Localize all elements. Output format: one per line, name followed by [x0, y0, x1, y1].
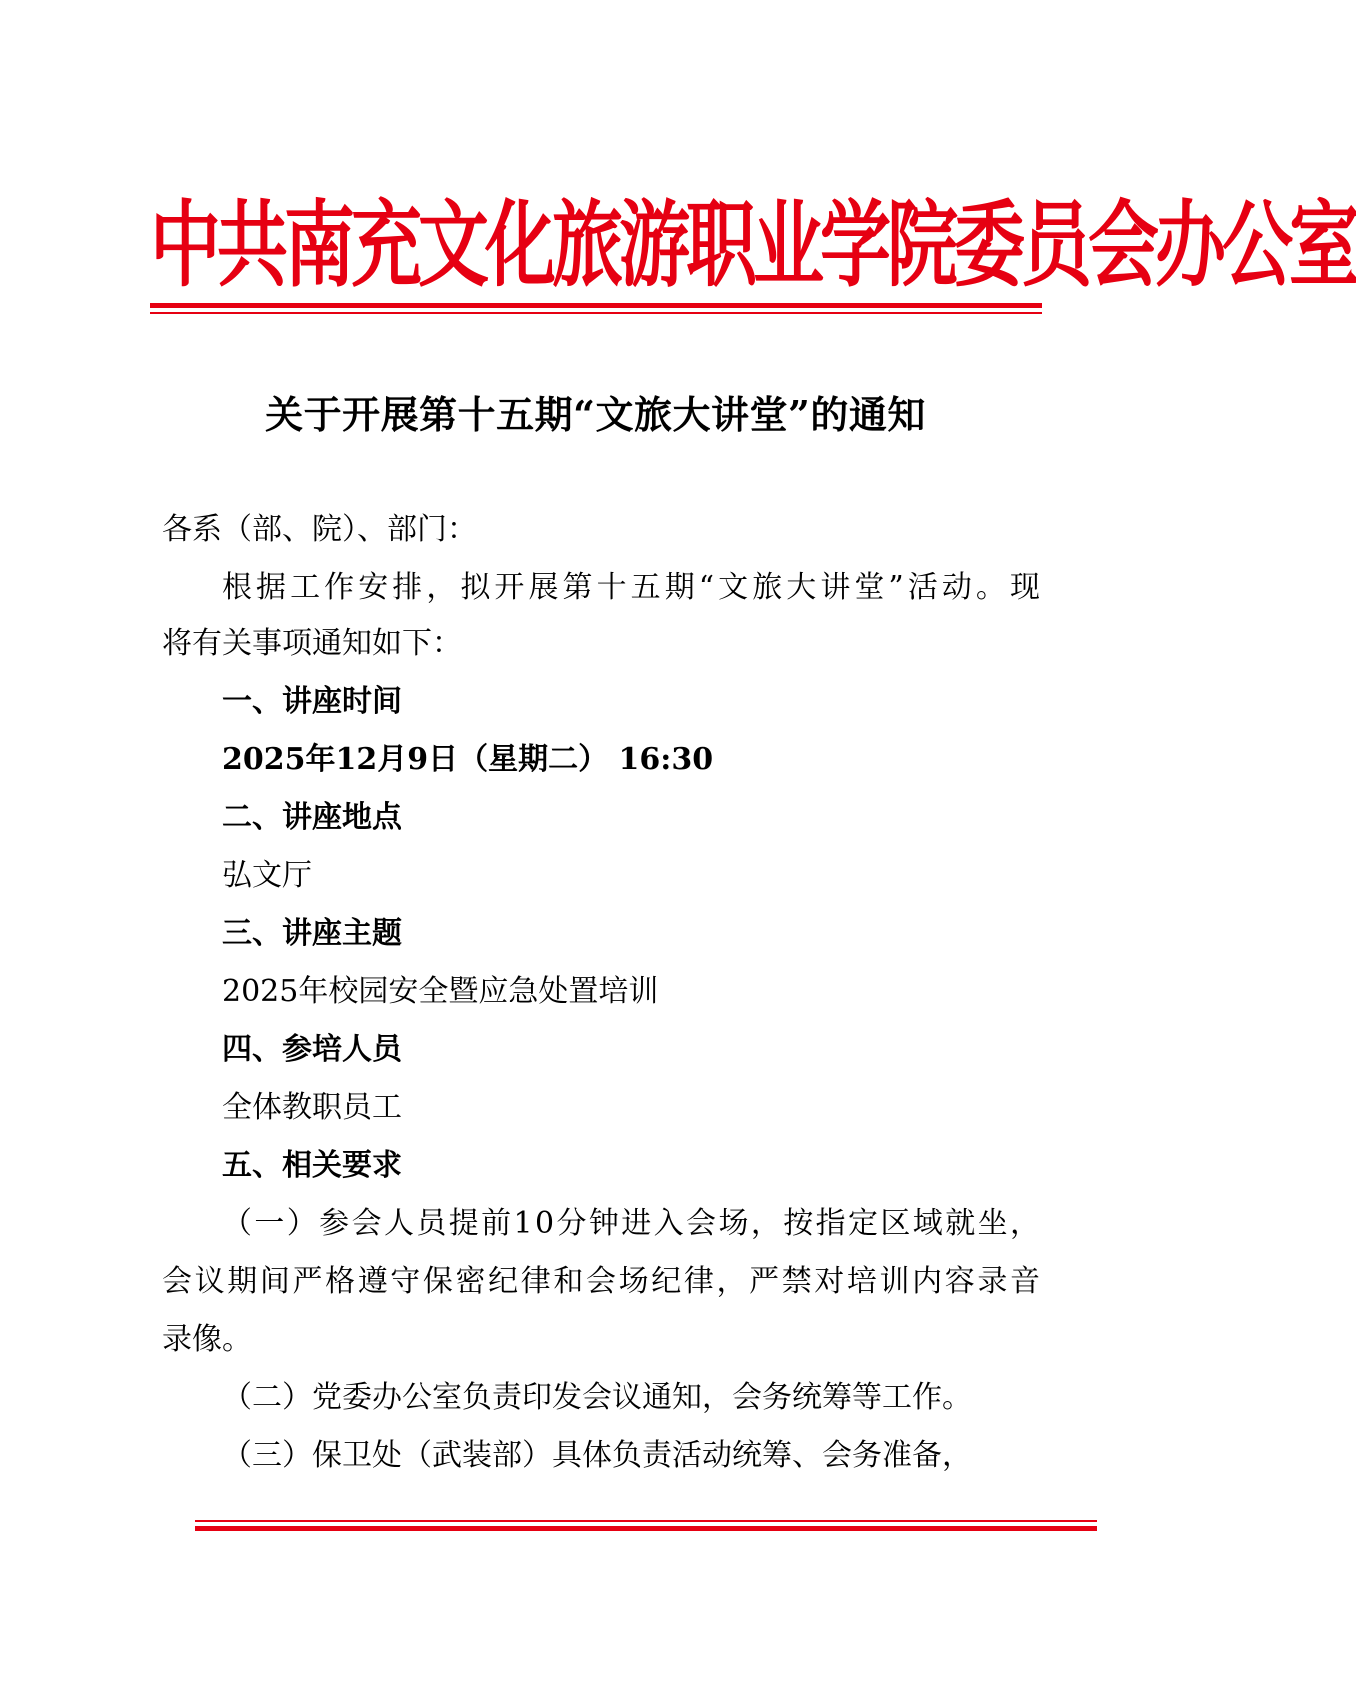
document-title: 关于开展第十五期“文旅大讲堂”的通知: [265, 392, 926, 437]
requirement-1-line-1: [222, 1203, 1043, 1245]
requirement-3: （三）保卫处（武装部）具体负责活动统筹、会务准备，: [222, 1438, 972, 1473]
letterhead-divider-thick: [150, 303, 1042, 308]
footer-divider-thick: [195, 1526, 1097, 1531]
section-content-time: 2025年12月9日（星期二） 16:30: [222, 742, 714, 777]
section-content-location: 弘文厅: [222, 858, 312, 893]
section-heading-time: 一、讲座时间: [222, 684, 402, 719]
letterhead-divider-thin: [150, 312, 1042, 314]
requirement-1-line-2: [162, 1261, 1043, 1303]
requirement-1-line-2-text: 会议期间严格遵守保密纪律和会场纪律，严禁对培训内容录音: [162, 1264, 1043, 1299]
section-heading-location: 二、讲座地点: [222, 800, 402, 835]
section-content-topic: 2025年校园安全暨应急处置培训: [222, 974, 659, 1009]
section-heading-requirements: 五、相关要求: [222, 1148, 402, 1183]
requirement-2: （二）党委办公室负责印发会议通知，会务统筹等工作。: [222, 1380, 972, 1415]
salutation: 各系（部、院）、部门：: [162, 512, 477, 547]
section-heading-attendees: 四、参培人员: [222, 1032, 402, 1067]
intro-line-1-text: 根据工作安排，拟开展第十五期“文旅大讲堂”活动。现: [222, 570, 1045, 605]
section-content-attendees: 全体教职员工: [222, 1090, 402, 1125]
footer-divider-thin: [195, 1520, 1097, 1522]
intro-line-1: [222, 567, 1045, 609]
requirement-1-line-1-text: （一）参会人员提前10分钟进入会场，按指定区域就坐，: [222, 1206, 1043, 1241]
section-heading-topic: 三、讲座主题: [222, 916, 402, 951]
requirement-1-line-3: 录像。: [162, 1322, 252, 1357]
letterhead-issuer: 中共南充文化旅游职业学院委员会办公室: [150, 190, 1356, 301]
intro-line-2: 将有关事项通知如下：: [162, 626, 462, 661]
